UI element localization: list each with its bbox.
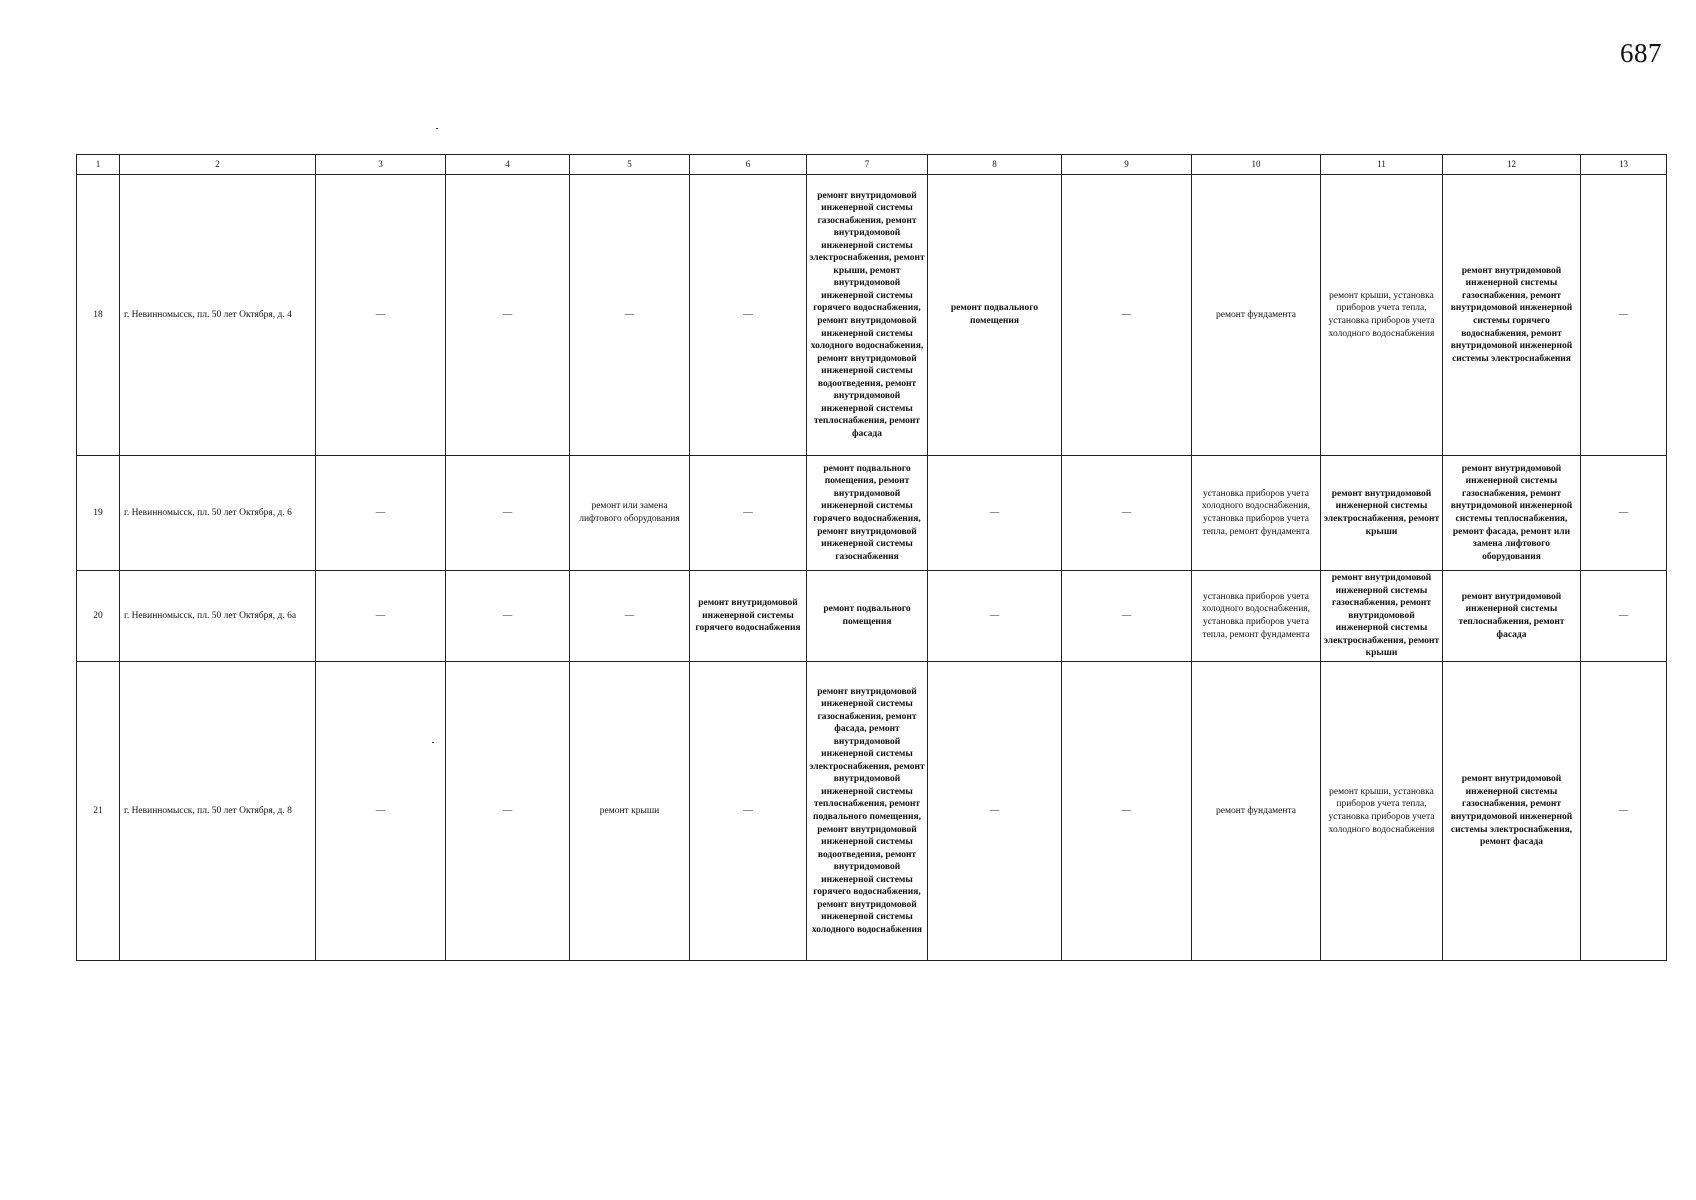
address-cell: г. Невинномысск, пл. 50 лет Октября, д. 8 xyxy=(120,662,316,961)
column-header: 8 xyxy=(928,155,1062,175)
work-cell: ремонт внутридомовой инженерной системы газоснабжения, ремонт фасада, ремонт внутридомовой инженерной системы электроснабжения, ремонт внутридомовой инженерной системы теплоснабжения, ремонт подвального помещения, ремонт внутридомовой инженерной системы водоотведения, ремонт внутридомовой инженерной системы горячего водоснабжения, ремонт внутридомовой инженерной системы холодного водоснабжения xyxy=(807,662,928,961)
column-header: 4 xyxy=(446,155,570,175)
work-cell: ремонт крыши, установка приборов учета тепла, установка приборов учета холодного водоснабжения xyxy=(1321,175,1443,456)
address-cell: г. Невинномысск, пл. 50 лет Октября, д. 4 xyxy=(120,175,316,456)
empty-cell-dash: — xyxy=(928,571,1062,662)
empty-cell-dash: — xyxy=(316,175,446,456)
empty-cell-dash: — xyxy=(928,662,1062,961)
column-header: 10 xyxy=(1192,155,1321,175)
work-cell: ремонт фундамента xyxy=(1192,662,1321,961)
table-row xyxy=(77,662,1667,961)
table-row xyxy=(77,571,1667,662)
work-cell: ремонт или замена лифтового оборудования xyxy=(570,456,690,571)
work-cell: ремонт подвального помещения xyxy=(807,571,928,662)
empty-cell-dash: — xyxy=(1581,662,1667,961)
empty-cell-dash: — xyxy=(446,175,570,456)
table-row xyxy=(77,175,1667,456)
column-number-row xyxy=(77,155,1667,175)
page-number: 687 xyxy=(1620,38,1662,68)
empty-cell-dash: — xyxy=(1581,456,1667,571)
column-header: 2 xyxy=(120,155,316,175)
work-cell: ремонт внутридомовой инженерной системы газоснабжения, ремонт внутридомовой инженерной системы горячего водоснабжения, ремонт внутридомовой инженерной системы электроснабжения xyxy=(1443,175,1581,456)
row-number: 21 xyxy=(77,662,120,961)
empty-cell-dash: — xyxy=(1062,456,1192,571)
empty-cell-dash: — xyxy=(1581,571,1667,662)
empty-cell-dash: — xyxy=(1581,175,1667,456)
repair-schedule-table xyxy=(76,154,1667,961)
address-cell: г. Невинномысск, пл. 50 лет Октября, д. 6 xyxy=(120,456,316,571)
empty-cell-dash: — xyxy=(316,456,446,571)
work-cell: ремонт внутридомовой инженерной системы электроснабжения, ремонт крыши xyxy=(1321,456,1443,571)
empty-cell-dash: — xyxy=(316,662,446,961)
work-cell: ремонт подвального помещения xyxy=(928,175,1062,456)
empty-cell-dash: — xyxy=(690,456,807,571)
column-header: 7 xyxy=(807,155,928,175)
empty-cell-dash: — xyxy=(690,662,807,961)
row-number: 20 xyxy=(77,571,120,662)
work-cell: установка приборов учета холодного водоснабжения, установка приборов учета тепла, ремонт фундамента xyxy=(1192,571,1321,662)
column-header: 13 xyxy=(1581,155,1667,175)
empty-cell-dash: — xyxy=(316,571,446,662)
empty-cell-dash: — xyxy=(446,456,570,571)
work-cell: ремонт внутридомовой инженерной системы газоснабжения, ремонт внутридомовой инженерной системы электроснабжения, ремонт фасада xyxy=(1443,662,1581,961)
empty-cell-dash: — xyxy=(1062,662,1192,961)
column-header: 6 xyxy=(690,155,807,175)
empty-cell-dash: — xyxy=(1062,571,1192,662)
empty-cell-dash: — xyxy=(928,456,1062,571)
work-cell: ремонт внутридомовой инженерной системы газоснабжения, ремонт внутридомовой инженерной системы теплоснабжения, ремонт фасада, ремонт или замена лифтового оборудования xyxy=(1443,456,1581,571)
empty-cell-dash: — xyxy=(1062,175,1192,456)
work-cell: установка приборов учета холодного водоснабжения, установка приборов учета тепла, ремонт фундамента xyxy=(1192,456,1321,571)
empty-cell-dash: — xyxy=(690,175,807,456)
row-number: 19 xyxy=(77,456,120,571)
column-header: 12 xyxy=(1443,155,1581,175)
work-cell: ремонт внутридомовой инженерной системы теплоснабжения, ремонт фасада xyxy=(1443,571,1581,662)
address-cell: г. Невинномысск, пл. 50 лет Октября, д. 6а xyxy=(120,571,316,662)
work-cell: ремонт крыши, установка приборов учета тепла, установка приборов учета холодного водоснабжения xyxy=(1321,662,1443,961)
column-header: 3 xyxy=(316,155,446,175)
scan-speck xyxy=(436,128,438,129)
column-header: 5 xyxy=(570,155,690,175)
table-row xyxy=(77,456,1667,571)
row-number: 18 xyxy=(77,175,120,456)
work-cell: ремонт внутридомовой инженерной системы горячего водоснабжения xyxy=(690,571,807,662)
empty-cell-dash: — xyxy=(570,571,690,662)
column-header: 1 xyxy=(77,155,120,175)
empty-cell-dash: — xyxy=(446,571,570,662)
column-header: 9 xyxy=(1062,155,1192,175)
work-cell: ремонт крыши xyxy=(570,662,690,961)
work-cell: ремонт внутридомовой инженерной системы газоснабжения, ремонт внутридомовой инженерной системы электроснабжения, ремонт крыши, ремонт внутридомовой инженерной системы горячего водоснабжения, ремонт внутридомовой инженерной системы холодного водоснабжения, ремонт внутридомовой инженерной системы водоотведения, ремонт внутридомовой инженерной системы теплоснабжения, ремонт фасада xyxy=(807,175,928,456)
work-cell: ремонт фундамента xyxy=(1192,175,1321,456)
work-cell: ремонт подвального помещения, ремонт внутридомовой инженерной системы горячего водоснабжения, ремонт внутридомовой инженерной системы газоснабжения xyxy=(807,456,928,571)
column-header: 11 xyxy=(1321,155,1443,175)
work-cell: ремонт внутридомовой инженерной системы газоснабжения, ремонт внутридомовой инженерной системы электроснабжения, ремонт крыши xyxy=(1321,571,1443,662)
empty-cell-dash: — xyxy=(446,662,570,961)
empty-cell-dash: — xyxy=(570,175,690,456)
